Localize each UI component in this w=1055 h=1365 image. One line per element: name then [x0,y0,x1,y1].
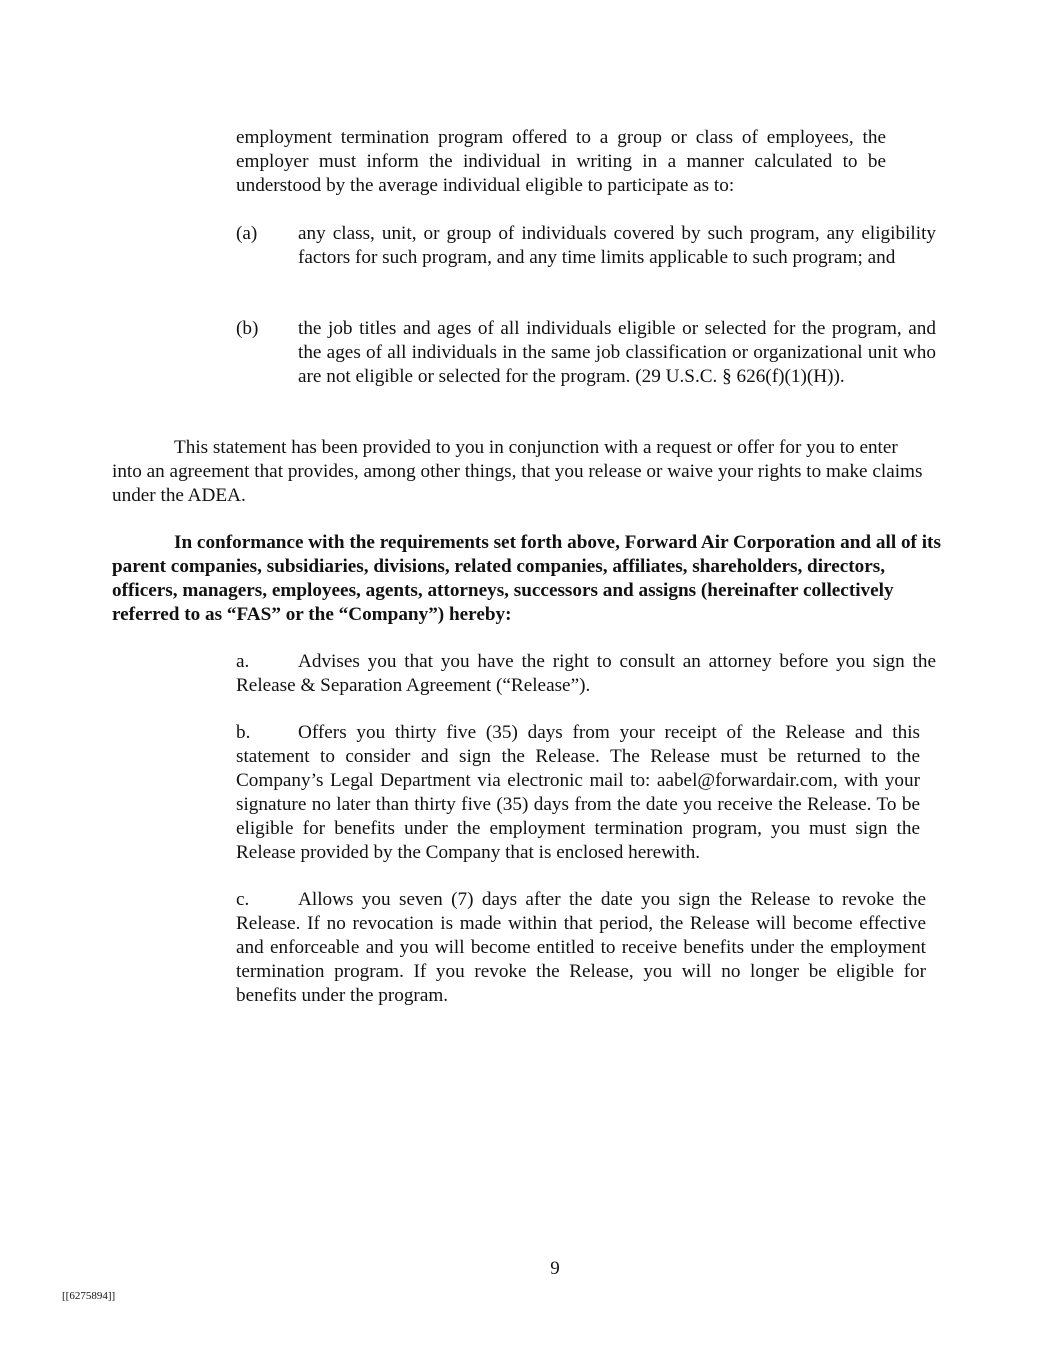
provision-text: Offers you thirty five (35) days from your receipt of the Release and this statement to consider and sign the Release. The Release must be returned to the Company’s Legal Department via electronic mail to: aabel@forwardair.com, with your signature no later than thirty five (35) days from the date you receive the Release. To be eligible for benefits under the employment termination program, you must sign the Release provided by the Company that is enclosed herewith. [236,722,920,863]
requirement-item-a [236,222,936,270]
provision-a [236,650,936,698]
provision-c [236,888,926,1008]
statement-paragraph: This statement has been provided to you in conjunction with a request or offer for you to enter into an agreement that provides, among other things, that you release or waive your rights to make claims under the ADEA. [112,437,923,506]
provision-b [236,721,920,865]
provision-text: Advises you that you have the right to consult an attorney before you sign the Release & Separation Agreement (“Release”). [236,651,936,696]
requirement-label: (a) [236,223,258,244]
provision-label: a. [236,651,250,672]
requirement-label: (b) [236,318,259,339]
page-number: 9 [550,1258,560,1279]
document-id: [[6275894]] [62,1290,116,1302]
requirement-item-b [236,317,936,389]
intro-paragraph: employment termination program offered to a group or class of employees, the employer must inform the individual in writing in a manner calculated to be understood by the average individual eligible to participate as to: [236,127,886,196]
conformance-paragraph: In conformance with the requirements set forth above, Forward Air Corporation and all of its parent companies, subsidiaries, divisions, related companies, affiliates, shareholders, directors, officers, managers, employees, agents, attorneys, successors and assigns (hereinafter collectively referred to as “FAS” or the “Company”) hereby: [112,532,941,625]
provision-label: c. [236,889,250,910]
provision-text: Allows you seven (7) days after the date you sign the Release to revoke the Release. If no revocation is made within that period, the Release will become effective and enforceable and you will become entitled to receive benefits under the employment termination program. If you revoke the Release, you will no longer be eligible for benefits under the program. [236,889,926,1006]
provision-label: b. [236,722,251,743]
requirement-text: the job titles and ages of all individuals eligible or selected for the program, and the ages of all individuals in the same job classification or organizational unit who are not eligible or selected for the program. (29 U.S.C. § 626(f)(1)(H)). [298,318,936,387]
requirement-text: any class, unit, or group of individuals covered by such program, any eligibility factors for such program, and any time limits applicable to such program; and [298,223,936,268]
